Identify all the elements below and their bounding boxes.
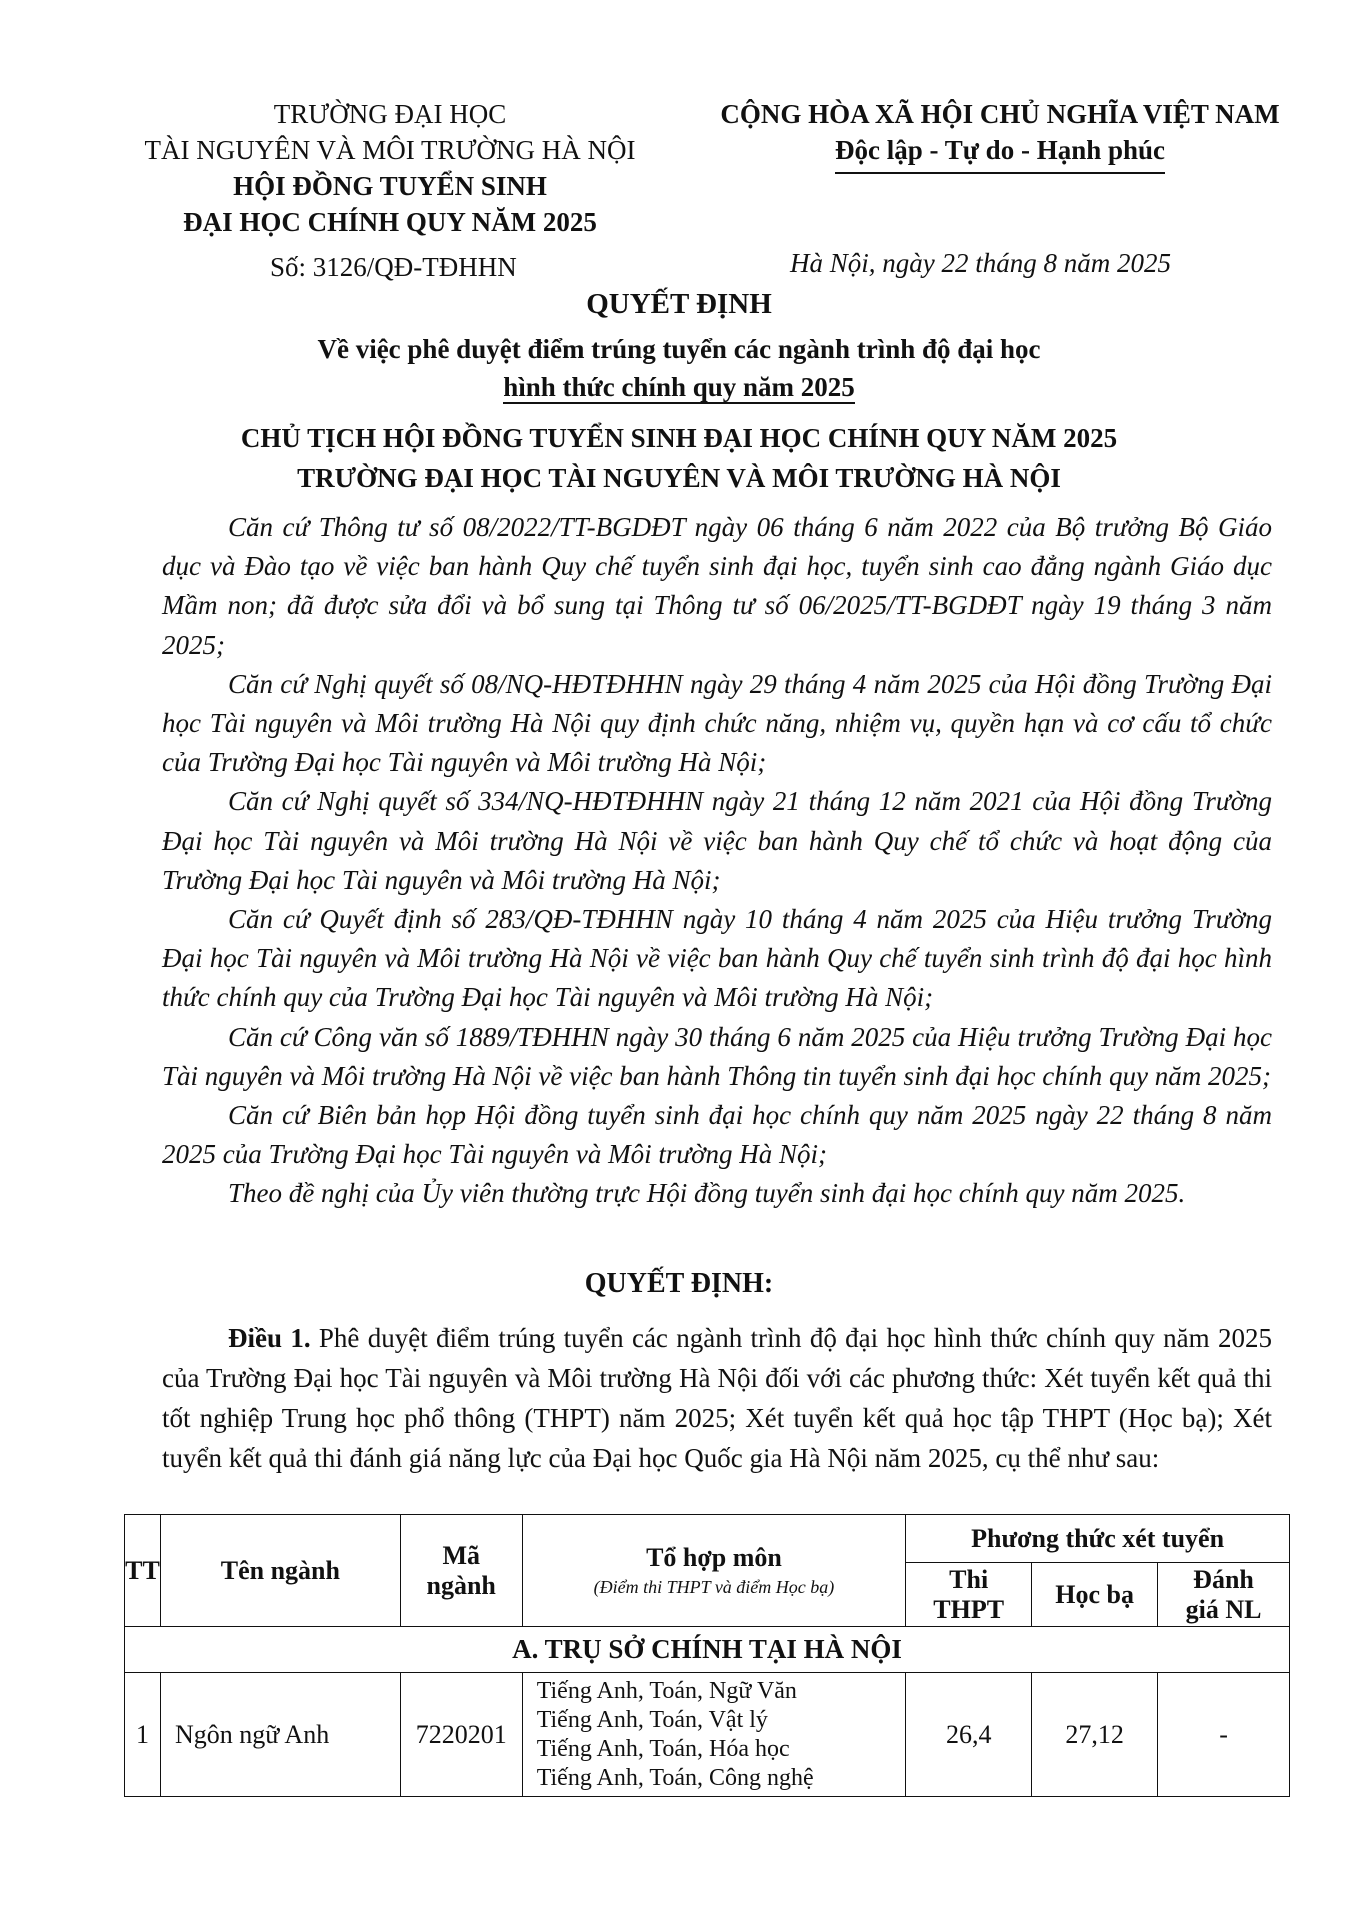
admission-score-table <box>124 1514 1290 1797</box>
issuer-line: TRƯỜNG ĐẠI HỌC <box>273 99 507 129</box>
legal-basis-item: Căn cứ Nghị quyết số 08/NQ-HĐTĐHHN ngày 29 tháng 4 năm 2025 của Hội đồng Trường Đại học Tài nguyên và Môi trường Hà Nội quy định chức năng, nhiệm vụ, quyền hạn và cơ cấu tổ chức của Trường Đại học Tài nguyên và Môi trường Hà Nội; <box>162 668 1272 778</box>
legal-basis-item: Căn cứ Công văn số 1889/TĐHHN ngày 30 tháng 6 năm 2025 của Hiệu trưởng Trường Đại học Tài nguyên và Môi trường Hà Nội về việc ban hành Thông tin tuyển sinh đại học chính quy năm 2025; <box>162 1021 1272 1091</box>
document-number: Số: 3126/QĐ-TĐHHN <box>270 252 517 282</box>
header-thpt-line: Thi <box>949 1564 989 1594</box>
header-major-code <box>400 1515 522 1627</box>
row-major-name: Ngôn ngữ Anh <box>160 1673 400 1797</box>
legal-basis-item: Căn cứ Nghị quyết số 334/NQ-HĐTĐHHN ngày 21 tháng 12 năm 2021 của Hội đồng Trường Đại học Tài nguyên và Môi trường Hà Nội về việc ban hành Quy chế tổ chức và hoạt động của Trường Đại học Tài nguyên và Môi trường Hà Nội; <box>162 786 1272 895</box>
combo-item: Tiếng Anh, Toán, Công nghệ <box>536 1764 814 1791</box>
header-thpt <box>906 1563 1032 1627</box>
issuer-line: ĐẠI HỌC CHÍNH QUY NĂM 2025 <box>183 207 597 237</box>
header-hocba: Học bạ <box>1032 1563 1158 1627</box>
combo-item: Tiếng Anh, Toán, Ngữ Văn <box>536 1677 797 1704</box>
article-label: Điều 1. <box>228 1323 311 1353</box>
header-nl <box>1158 1563 1290 1627</box>
header-nl-line: Đánh <box>1193 1564 1254 1594</box>
legal-basis <box>162 508 1272 1214</box>
combo-item: Tiếng Anh, Toán, Hóa học <box>536 1735 790 1762</box>
article-1 <box>162 1318 1272 1478</box>
legal-basis-item: Căn cứ Biên bản họp Hội đồng tuyển sinh đại học chính quy năm 2025 ngày 22 tháng 8 năm 2025 của Trường Đại học Tài nguyên và Môi trường Hà Nội; <box>162 1100 1272 1170</box>
header-nl-line: giá NL <box>1185 1594 1262 1624</box>
header-code-line: ngành <box>426 1570 496 1600</box>
header-combo-note: (Điểm thi THPT và điểm Học bạ) <box>593 1577 835 1597</box>
header-major-name: Tên ngành <box>160 1515 400 1627</box>
authority-heading <box>0 418 1358 498</box>
section-row: A. TRỤ SỞ CHÍNH TẠI HÀ NỘI <box>125 1627 1290 1673</box>
legal-basis-item: Căn cứ Quyết định số 283/QĐ-TĐHHN ngày 10 tháng 4 năm 2025 của Hiệu trưởng Trường Đại học Tài nguyên và Môi trường Hà Nội về việc ban hành Quy chế tuyển sinh trình độ đại học hình thức chính quy của Trường Đại học Tài nguyên và Môi trường Hà Nội; <box>162 904 1272 1013</box>
legal-basis-item: Theo đề nghị của Ủy viên thường trực Hội đồng tuyển sinh đại học chính quy năm 2025. <box>228 1178 1186 1209</box>
header-thpt-line: THPT <box>933 1594 1005 1624</box>
row-subject-combos <box>522 1673 906 1797</box>
decision-heading: QUYẾT ĐỊNH: <box>584 1268 774 1299</box>
national-header <box>690 96 1310 174</box>
row-thpt-score: 26,4 <box>906 1673 1032 1797</box>
country-name: CỘNG HÒA XÃ HỘI CHỦ NGHĨA VIỆT NAM <box>720 99 1280 129</box>
row-nl-score: - <box>1158 1673 1290 1797</box>
document-title: QUYẾT ĐỊNH <box>586 288 772 320</box>
document-subject <box>0 330 1358 406</box>
combo-item: Tiếng Anh, Toán, Vật lý <box>536 1706 768 1733</box>
header-code-line: Mã <box>442 1540 480 1570</box>
row-hocba-score: 27,12 <box>1032 1673 1158 1797</box>
header-subject-combo <box>522 1515 906 1627</box>
table-row <box>125 1673 1290 1797</box>
subject-line: hình thức chính quy năm 2025 <box>503 372 855 402</box>
header-combo-label: Tổ hợp môn <box>646 1543 782 1572</box>
authority-line: CHỦ TỊCH HỘI ĐỒNG TUYỂN SINH ĐẠI HỌC CHÍNH QUY NĂM 2025 <box>240 423 1118 453</box>
row-major-code: 7220201 <box>400 1673 522 1797</box>
subject-line: Về việc phê duyệt điểm trúng tuyển các ngành trình độ đại học <box>317 334 1041 364</box>
article-text: Phê duyệt điểm trúng tuyển các ngành trình độ đại học hình thức chính quy năm 2025 của Trường Đại học Tài nguyên và Môi trường Hà Nội đối với các phương thức: Xét tuyển kết quả thi tốt nghiệp Trung học phổ thông (THPT) năm 2025; Xét tuyển kết quả học tập THPT (Học bạ); Xét tuyển kết quả thi đánh giá năng lực của Đại học Quốc gia Hà Nội năm 2025, cụ thể như sau: <box>162 1323 1272 1473</box>
issuer-block <box>110 96 670 240</box>
header-tt: TT <box>125 1515 161 1627</box>
motto: Độc lập - Tự do - Hạnh phúc <box>835 132 1165 174</box>
issuer-line: HỘI ĐỒNG TUYỂN SINH <box>233 171 547 201</box>
authority-line: TRƯỜNG ĐẠI HỌC TÀI NGUYÊN VÀ MÔI TRƯỜNG HÀ NỘI <box>297 463 1061 493</box>
issuer-line: TÀI NGUYÊN VÀ MÔI TRƯỜNG HÀ NỘI <box>144 135 636 165</box>
header-admission-methods: Phương thức xét tuyển <box>906 1515 1290 1563</box>
legal-basis-item: Căn cứ Thông tư số 08/2022/TT-BGDĐT ngày 06 tháng 6 năm 2022 của Bộ trưởng Bộ Giáo dục và Đào tạo về việc ban hành Quy chế tuyển sinh đại học, tuyển sinh cao đẳng ngành Giáo dục Mầm non; đã được sửa đổi và bổ sung tại Thông tư số 06/2025/TT-BGDĐT ngày 19 tháng 3 năm 2025; <box>162 512 1272 660</box>
document-date: Hà Nội, ngày 22 tháng 8 năm 2025 <box>790 248 1171 278</box>
row-tt: 1 <box>125 1673 161 1797</box>
